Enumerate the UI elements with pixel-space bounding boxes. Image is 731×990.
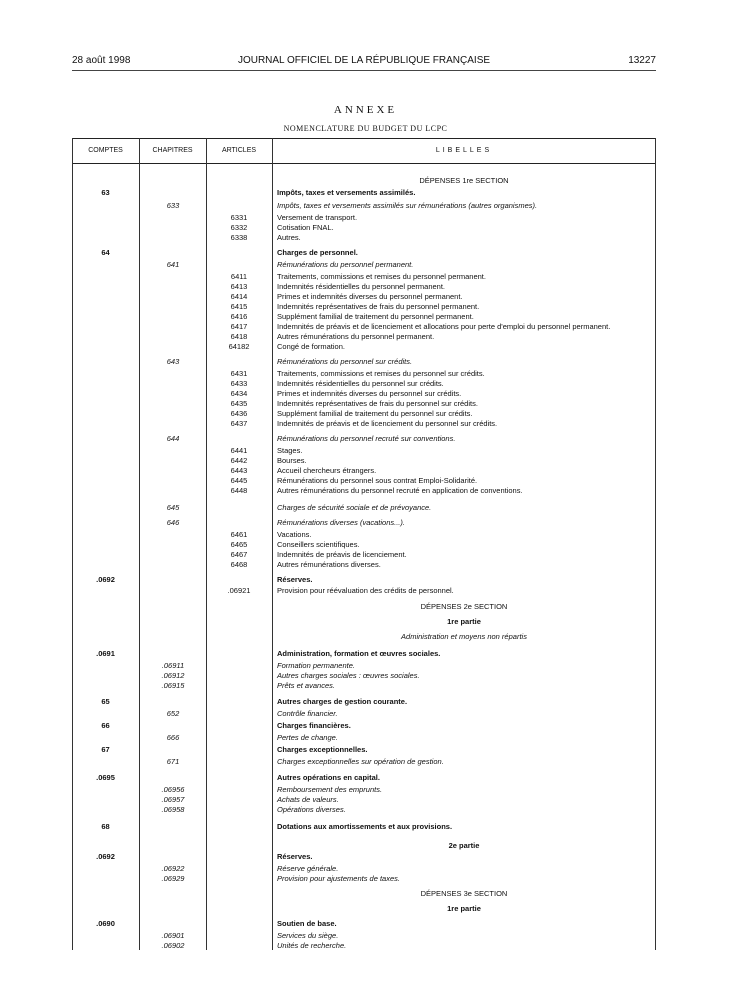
libelle-cell: Autres opérations en capital.: [277, 773, 380, 782]
libelle-cell: Supplément familial de traitement du personnel sur crédits.: [277, 409, 473, 418]
table-row: [72, 213, 656, 223]
libelle-cell: Rémunérations du personnel sur crédits.: [277, 357, 413, 366]
compte-cell: .0692: [96, 575, 115, 584]
table-row: [72, 575, 656, 585]
table-row: [72, 409, 656, 419]
table-row: [72, 602, 656, 612]
page-header: [72, 55, 656, 69]
chapitre-cell: .06958: [161, 805, 185, 814]
header-page-number: 13227: [628, 55, 656, 66]
libelle-cell: Charges de personnel.: [277, 248, 358, 257]
table-row: [72, 419, 656, 429]
chapitre-cell: .06902: [161, 941, 185, 950]
table-row: [72, 586, 656, 596]
chapitre-cell: 645: [166, 503, 180, 512]
table-row: [72, 272, 656, 282]
libelle-cell: Cotisation FNAL.: [277, 223, 334, 232]
libelle-cell: Traitements, commissions et remises du personnel permanent.: [277, 272, 486, 281]
chapitre-cell: .06957: [161, 795, 185, 804]
chapitre-cell: .06956: [161, 785, 185, 794]
libelle-cell: 1re partie: [447, 904, 481, 913]
libelle-cell: 1re partie: [447, 617, 481, 626]
table-row: [72, 389, 656, 399]
annex-subtitle: NOMENCLATURE DU BUDGET DU LCPC: [283, 124, 448, 133]
column-header-chapitres: CHAPITRES: [152, 147, 193, 154]
libelle-cell: Bourses.: [277, 456, 307, 465]
table-row: [72, 661, 656, 671]
table-row: [72, 530, 656, 540]
table-row: [72, 864, 656, 874]
libelle-cell: DÉPENSES 3e SECTION: [420, 889, 508, 898]
libelle-cell: Pertes de change.: [277, 733, 338, 742]
table-row: [72, 322, 656, 332]
table-row: [72, 302, 656, 312]
chapitre-cell: 666: [166, 733, 180, 742]
libelle-cell: Autres charges sociales : œuvres sociales.: [277, 671, 420, 680]
table-row: [72, 841, 656, 851]
libelle-cell: Supplément familial de traitement du personnel permanent.: [277, 312, 474, 321]
article-cell: 6443: [230, 466, 248, 475]
article-cell: 6437: [230, 419, 248, 428]
table-row: [72, 889, 656, 899]
table-header-rule: [72, 163, 656, 164]
table-row: [72, 456, 656, 466]
libelle-cell: Soutien de base.: [277, 919, 337, 928]
libelle-cell: Formation permanente.: [277, 661, 355, 670]
table-row: [72, 550, 656, 560]
table-top-rule: [72, 138, 656, 139]
table-row: [72, 476, 656, 486]
libelle-cell: Prêts et avances.: [277, 681, 335, 690]
table-row: [72, 785, 656, 795]
article-cell: .06921: [227, 586, 251, 595]
chapitre-cell: 641: [166, 260, 180, 269]
table-row: [72, 369, 656, 379]
table-row: [72, 757, 656, 767]
compte-cell: 64: [101, 248, 110, 257]
table-row: [72, 379, 656, 389]
libelle-cell: Rémunérations du personnel sous contrat Emploi-Solidarité.: [277, 476, 478, 485]
libelle-cell: Primes et indemnités diverses du personnel sur crédits.: [277, 389, 462, 398]
article-cell: 6467: [230, 550, 248, 559]
table-row: [72, 357, 656, 367]
table-row: [72, 671, 656, 681]
libelle-cell: Charges exceptionnelles.: [277, 745, 368, 754]
libelle-cell: Impôts, taxes et versements assimilés sur rémunérations (autres organismes).: [277, 201, 538, 210]
table-row: [72, 201, 656, 211]
libelle-cell: Services du siège.: [277, 931, 339, 940]
libelle-cell: Indemnités de préavis et de licenciement et allocations pour perte d'emploi du personnel permanent.: [277, 322, 611, 331]
table-row: [72, 919, 656, 929]
article-cell: 6445: [230, 476, 248, 485]
article-cell: 6465: [230, 540, 248, 549]
table-row: [72, 805, 656, 815]
libelle-cell: Réserves.: [277, 575, 313, 584]
compte-cell: 65: [101, 697, 110, 706]
table-row: [72, 931, 656, 941]
article-cell: 6448: [230, 486, 248, 495]
article-cell: 6431: [230, 369, 248, 378]
libelle-cell: Administration et moyens non répartis: [401, 632, 527, 641]
annex-title: ANNEXE: [333, 104, 398, 116]
budget-table: [72, 138, 656, 950]
article-cell: 6413: [230, 282, 248, 291]
table-row: [72, 632, 656, 642]
table-row: [72, 733, 656, 743]
libelle-cell: Autres rémunérations diverses.: [277, 560, 381, 569]
libelle-cell: Administration, formation et œuvres sociales.: [277, 649, 441, 658]
article-cell: 6415: [230, 302, 248, 311]
libelle-cell: Autres rémunérations du personnel recruté en application de conventions.: [277, 486, 523, 495]
libelle-cell: Charges exceptionnelles sur opération de gestion.: [277, 757, 444, 766]
chapitre-cell: 633: [166, 201, 180, 210]
chapitre-cell: 646: [166, 518, 180, 527]
header-journal-title: JOURNAL OFFICIEL DE LA RÉPUBLIQUE FRANÇAISE: [237, 55, 491, 66]
chapitre-cell: 644: [166, 434, 180, 443]
libelle-cell: Indemnités de préavis de licenciement.: [277, 550, 407, 559]
libelle-cell: Accueil chercheurs étrangers.: [277, 466, 377, 475]
libelle-cell: Rémunérations du personnel recruté sur conventions.: [277, 434, 456, 443]
article-cell: 6414: [230, 292, 248, 301]
table-row: [72, 518, 656, 528]
libelle-cell: Contrôle financier.: [277, 709, 338, 718]
table-row: [72, 223, 656, 233]
article-cell: 64182: [228, 342, 250, 351]
table-row: [72, 188, 656, 198]
libelle-cell: Charges financières.: [277, 721, 351, 730]
article-cell: 6435: [230, 399, 248, 408]
table-row: [72, 503, 656, 513]
table-row: [72, 697, 656, 707]
table-row: [72, 466, 656, 476]
table-row: [72, 342, 656, 352]
article-cell: 6331: [230, 213, 248, 222]
chapitre-cell: .06911: [161, 661, 185, 670]
libelle-cell: Provision pour réévaluation des crédits de personnel.: [277, 586, 454, 595]
column-header-articles: ARTICLES: [221, 147, 257, 154]
table-row: [72, 312, 656, 322]
table-row: [72, 941, 656, 951]
chapitre-cell: .06901: [161, 931, 185, 940]
table-row: [72, 446, 656, 456]
libelle-cell: Versement de transport.: [277, 213, 358, 222]
article-cell: 6418: [230, 332, 248, 341]
article-cell: 6461: [230, 530, 248, 539]
libelle-cell: Traitements, commissions et remises du personnel sur crédits.: [277, 369, 485, 378]
table-row: [72, 617, 656, 627]
table-row: [72, 874, 656, 884]
chapitre-cell: 652: [166, 709, 180, 718]
libelle-cell: Réserves.: [277, 852, 313, 861]
article-cell: 6434: [230, 389, 248, 398]
libelle-cell: DÉPENSES 2e SECTION: [420, 602, 508, 611]
compte-cell: .0692: [96, 852, 115, 861]
table-row: [72, 540, 656, 550]
table-row: [72, 904, 656, 914]
table-row: [72, 795, 656, 805]
table-row: [72, 233, 656, 243]
libelle-cell: Achats de valeurs.: [277, 795, 339, 804]
table-row: [72, 399, 656, 409]
table-row: [72, 709, 656, 719]
article-cell: 6416: [230, 312, 248, 321]
article-cell: 6411: [230, 272, 248, 281]
table-row: [72, 852, 656, 862]
libelle-cell: Rémunérations du personnel permanent.: [277, 260, 414, 269]
article-cell: 6433: [230, 379, 248, 388]
libelle-cell: Vacations.: [277, 530, 312, 539]
table-row: [72, 560, 656, 570]
libelle-cell: Opérations diverses.: [277, 805, 346, 814]
libelle-cell: Indemnités représentatives de frais du personnel permanent.: [277, 302, 480, 311]
compte-cell: 63: [101, 188, 110, 197]
header-rule: [72, 70, 656, 71]
libelle-cell: Stages.: [277, 446, 303, 455]
table-row: [72, 248, 656, 258]
libelle-cell: Rémunérations diverses (vacations...).: [277, 518, 405, 527]
table-row: [72, 681, 656, 691]
table-row: [72, 486, 656, 496]
libelle-cell: Primes et indemnités diverses du personnel permanent.: [277, 292, 463, 301]
libelle-cell: Charges de sécurité sociale et de prévoyance.: [277, 503, 432, 512]
compte-cell: 66: [101, 721, 110, 730]
libelle-cell: Dotations aux amortissements et aux provisions.: [277, 822, 453, 831]
libelle-cell: Indemnités représentatives de frais du personnel sur crédits.: [277, 399, 478, 408]
header-date: 28 août 1998: [72, 55, 131, 66]
table-row: [72, 745, 656, 755]
compte-cell: 67: [101, 745, 110, 754]
libelle-cell: Indemnités résidentielles du personnel sur crédits.: [277, 379, 444, 388]
article-cell: 6338: [230, 233, 248, 242]
table-row: [72, 282, 656, 292]
chapitre-cell: 671: [166, 757, 180, 766]
column-header-comptes: COMPTES: [88, 147, 123, 154]
article-cell: 6441: [230, 446, 248, 455]
libelle-cell: Unités de recherche.: [277, 941, 347, 950]
libelle-cell: 2e partie: [448, 841, 480, 850]
table-row: [72, 292, 656, 302]
chapitre-cell: .06912: [161, 671, 185, 680]
compte-cell: 68: [101, 822, 110, 831]
libelle-cell: Remboursement des emprunts.: [277, 785, 383, 794]
article-cell: 6417: [230, 322, 248, 331]
chapitre-cell: .06915: [161, 681, 185, 690]
table-row: [72, 260, 656, 270]
libelle-cell: Provision pour ajustements de taxes.: [277, 874, 400, 883]
libelle-cell: Autres charges de gestion courante.: [277, 697, 408, 706]
table-row: [72, 822, 656, 832]
article-cell: 6442: [230, 456, 248, 465]
chapitre-cell: .06922: [161, 864, 185, 873]
libelle-cell: Autres rémunérations du personnel permanent.: [277, 332, 435, 341]
table-row: [72, 773, 656, 783]
libelle-cell: Réserve générale.: [277, 864, 339, 873]
libelle-cell: Congé de formation.: [277, 342, 345, 351]
article-cell: 6468: [230, 560, 248, 569]
libelle-cell: Autres.: [277, 233, 301, 242]
libelle-cell: DÉPENSES 1re SECTION: [419, 176, 509, 185]
table-row: [72, 332, 656, 342]
compte-cell: .0691: [96, 649, 115, 658]
article-cell: 6332: [230, 223, 248, 232]
article-cell: 6436: [230, 409, 248, 418]
table-row: [72, 434, 656, 444]
table-row: [72, 649, 656, 659]
chapitre-cell: .06929: [161, 874, 185, 883]
libelle-cell: Impôts, taxes et versements assimilés.: [277, 188, 416, 197]
table-row: [72, 176, 656, 186]
column-header-libelles: LIBELLES: [435, 147, 493, 154]
chapitre-cell: 643: [166, 357, 180, 366]
compte-cell: .0695: [96, 773, 115, 782]
compte-cell: .0690: [96, 919, 115, 928]
libelle-cell: Indemnités résidentielles du personnel permanent.: [277, 282, 446, 291]
libelle-cell: Conseillers scientifiques.: [277, 540, 360, 549]
table-row: [72, 721, 656, 731]
libelle-cell: Indemnités de préavis et de licenciement du personnel sur crédits.: [277, 419, 498, 428]
